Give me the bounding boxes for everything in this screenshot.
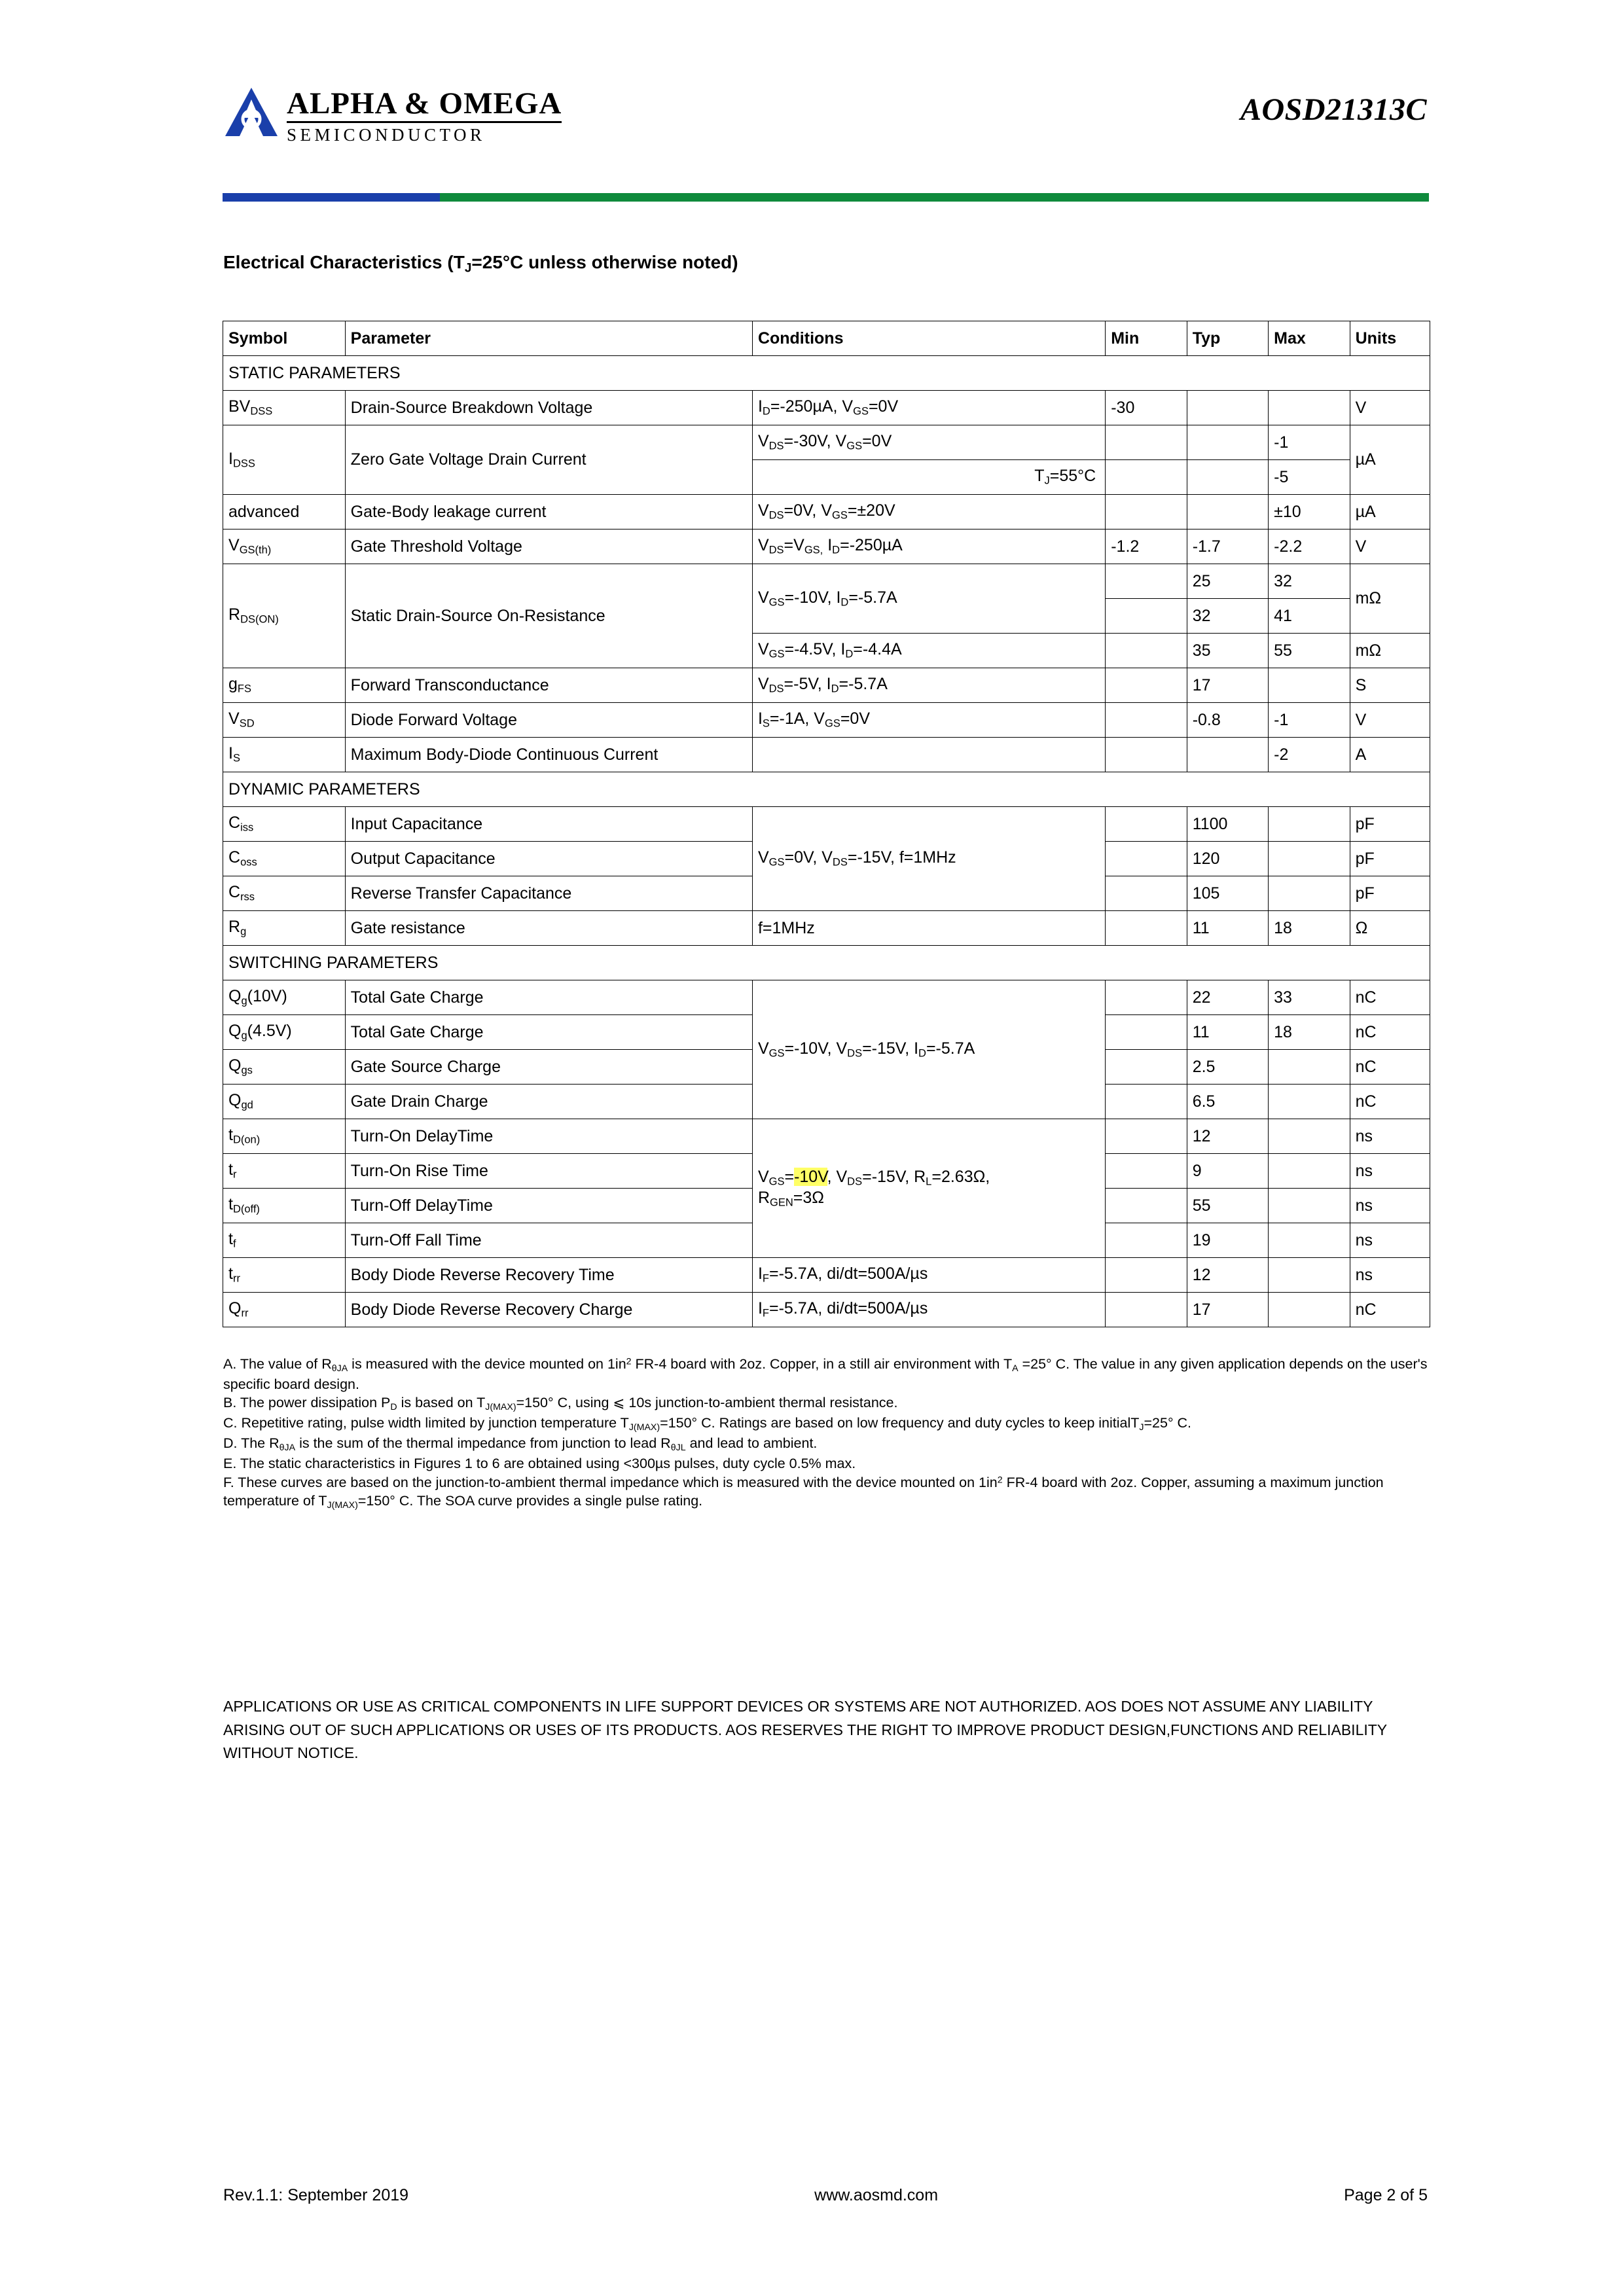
table-row — [223, 1119, 1430, 1154]
cell-max: ±10 — [1269, 495, 1350, 529]
footnote-item: C. Repetitive rating, pulse width limited by junction temperature $T_{J(MAX)}=150^\circ$ C. Ratings are based on low frequency and duty cycles to keep initialT$_J$=25° C. — [223, 1415, 1192, 1433]
logo-divider — [287, 121, 562, 123]
cell-units: pF — [1350, 807, 1430, 842]
cell-parameter: Turn-Off Fall Time — [345, 1223, 752, 1258]
footnote-item: B. The power dissipation $P_D$ is based on $T_{J(MAX)}=150^\circ$ C, using ⩽ 10s junction-to-ambient thermal resistance. — [223, 1395, 898, 1413]
cell-units: V — [1350, 703, 1430, 738]
cell-min — [1106, 1293, 1187, 1327]
cell-conditions: $V_{DS}=V_{GS,}$ $I_D=-250\mu A$ — [752, 529, 1105, 564]
cell-max — [1269, 668, 1350, 703]
cell-units: mΩ — [1350, 564, 1430, 634]
cell-typ: 105 — [1187, 876, 1268, 911]
cell-symbol: $Q_{gs}$ — [223, 1050, 346, 1085]
cell-symbol: $Q_{gd}$ — [223, 1085, 346, 1119]
cell-units: ns — [1350, 1223, 1430, 1258]
footnotes — [223, 1355, 1428, 1512]
cell-conditions: $T_J=55^\circ C$ — [752, 460, 1105, 495]
cell-parameter: Gate-Body leakage current — [345, 495, 752, 529]
footnote-item: D. The $R_{\theta JA}$ is the sum of the thermal impedance from junction to lead $R_{\theta JL}$ and lead to ambient. — [223, 1435, 818, 1454]
cell-parameter: Forward Transconductance — [345, 668, 752, 703]
cell-units: V — [1350, 391, 1430, 425]
section-title-suffix: =25°C unless otherwise noted) — [471, 252, 738, 272]
cell-units: ns — [1350, 1119, 1430, 1154]
cell-units: ns — [1350, 1258, 1430, 1293]
cell-typ — [1187, 391, 1268, 425]
cell-min — [1106, 911, 1187, 946]
cell-conditions: $V_{DS}=-30V$, $V_{GS}=0V$ — [752, 425, 1105, 460]
cell-units: nC — [1350, 1050, 1430, 1085]
cell-typ: 1100 — [1187, 807, 1268, 842]
cell-typ: 25 — [1187, 564, 1268, 599]
cell-max: 18 — [1269, 1015, 1350, 1050]
table-row — [223, 807, 1430, 842]
cell-min — [1106, 876, 1187, 911]
cell-parameter: Gate Source Charge — [345, 1050, 752, 1085]
company-name: ALPHA & OMEGA — [287, 86, 562, 120]
table-body — [223, 356, 1430, 1327]
page-header — [223, 85, 1427, 157]
cell-conditions: $I_S=-1A$, $V_{GS}=0V$ — [752, 703, 1105, 738]
cell-parameter: Total Gate Charge — [345, 1015, 752, 1050]
rule-segment-green — [440, 193, 1429, 202]
cell-conditions: $V_{GS}=-10V$, $V_{DS}=-15V$, $R_L=2.63\Omega$, $R_{GEN}=3\Omega$ — [752, 1119, 1105, 1258]
cell-conditions — [752, 738, 1105, 772]
cell-symbol: $I_S$ — [223, 738, 346, 772]
cell-parameter: Input Capacitance — [345, 807, 752, 842]
cell-units: ns — [1350, 1154, 1430, 1189]
cell-typ — [1187, 425, 1268, 460]
cell-parameter: Static Drain-Source On-Resistance — [345, 564, 752, 668]
page-footer — [223, 2186, 1428, 2205]
cell-min — [1106, 668, 1187, 703]
cell-typ: -1.7 — [1187, 529, 1268, 564]
col-units: Units — [1350, 321, 1430, 356]
cell-typ: 17 — [1187, 668, 1268, 703]
table-row — [223, 738, 1430, 772]
cell-parameter: Gate Drain Charge — [345, 1085, 752, 1119]
table-header-row — [223, 321, 1430, 356]
cell-min — [1106, 842, 1187, 876]
cell-max: -2.2 — [1269, 529, 1350, 564]
cell-typ — [1187, 495, 1268, 529]
cell-typ: 12 — [1187, 1258, 1268, 1293]
cell-typ: 11 — [1187, 911, 1268, 946]
cell-symbol: $g_{FS}$ — [223, 668, 346, 703]
cell-conditions: $I_F=-5.7A$, di/dt=500A/µs — [752, 1258, 1105, 1293]
col-symbol: Symbol — [223, 321, 346, 356]
table-group-header — [223, 946, 1430, 980]
cell-symbol: $C_{rss}$ — [223, 876, 346, 911]
footnote-item: E. The static characteristics in Figures 1 to 6 are obtained using <300µs pulses, duty cycle 0.5% max. — [223, 1455, 856, 1471]
cell-min — [1106, 1085, 1187, 1119]
cell-typ: 2.5 — [1187, 1050, 1268, 1085]
group-title: DYNAMIC PARAMETERS — [223, 772, 1430, 807]
cell-parameter: Turn-Off DelayTime — [345, 1189, 752, 1223]
cell-max: 41 — [1269, 599, 1350, 634]
header-rule — [223, 193, 1429, 202]
cell-min — [1106, 703, 1187, 738]
cell-typ — [1187, 460, 1268, 495]
cell-symbol: $R_{DS(ON)}$ — [223, 564, 346, 668]
cell-min — [1106, 1223, 1187, 1258]
cell-parameter: Body Diode Reverse Recovery Charge — [345, 1293, 752, 1327]
cell-symbol: $Q_g(4.5V)$ — [223, 1015, 346, 1050]
cell-units: nC — [1350, 1293, 1430, 1327]
cell-units: µA — [1350, 495, 1430, 529]
cell-min: -30 — [1106, 391, 1187, 425]
cell-max: -1 — [1269, 703, 1350, 738]
cell-typ: 6.5 — [1187, 1085, 1268, 1119]
cell-conditions: $I_F=-5.7A$, di/dt=500A/µs — [752, 1293, 1105, 1327]
group-title: STATIC PARAMETERS — [223, 356, 1430, 391]
cell-max: -1 — [1269, 425, 1350, 460]
cell-conditions: $V_{GS}=-10V$, $V_{DS}=-15V$, $I_D=-5.7A$ — [752, 980, 1105, 1119]
footnote-item: F. These curves are based on the junction-to-ambient thermal impedance which is measured with the device mounted on $1in^2$ FR-4 board with 2oz. Copper, assuming a maximum junction temperature of $T_{J(MAX)}=150^\circ$ C. The SOA curve provides a single pulse rating. — [223, 1474, 1384, 1511]
cell-parameter: Zero Gate Voltage Drain Current — [345, 425, 752, 495]
cell-typ: 120 — [1187, 842, 1268, 876]
cell-symbol: $R_g$ — [223, 911, 346, 946]
cell-typ: 35 — [1187, 634, 1268, 668]
cell-units: nC — [1350, 980, 1430, 1015]
part-number: AOSD21313C — [1240, 92, 1427, 127]
cell-typ: 17 — [1187, 1293, 1268, 1327]
cell-min — [1106, 1015, 1187, 1050]
cell-symbol: $I_{DSS}$ — [223, 425, 346, 495]
cell-parameter: Turn-On Rise Time — [345, 1154, 752, 1189]
company-logo — [223, 85, 562, 145]
cell-symbol: advanced — [223, 495, 346, 529]
footer-revision: Rev.1.1: September 2019 — [223, 2186, 409, 2204]
cell-units: V — [1350, 529, 1430, 564]
cell-min — [1106, 738, 1187, 772]
cell-units: ns — [1350, 1189, 1430, 1223]
cell-conditions: $V_{DS}=0V$, $V_{GS}=\pm 20V$ — [752, 495, 1105, 529]
table-row — [223, 391, 1430, 425]
table-row — [223, 564, 1430, 599]
cell-conditions: $V_{GS}=-10V$, $I_D=-5.7A$ — [752, 564, 1105, 634]
footnote-item: A. The value of $R_{\theta JA}$ is measured with the device mounted on $1in^2$ FR-4 board with 2oz. Copper, in a still air environment with $T_A =25^\circ$ C. The value in any given application depends on the user's specific board design. — [223, 1356, 1428, 1392]
cell-min — [1106, 1258, 1187, 1293]
table-row — [223, 911, 1430, 946]
footer-website[interactable]: www.aosmd.com — [814, 2186, 939, 2204]
cell-typ: 11 — [1187, 1015, 1268, 1050]
col-min: Min — [1106, 321, 1187, 356]
cell-parameter: Gate Threshold Voltage — [345, 529, 752, 564]
cell-conditions: f=1MHz — [752, 911, 1105, 946]
cell-parameter: Output Capacitance — [345, 842, 752, 876]
cell-typ: 22 — [1187, 980, 1268, 1015]
rule-segment-blue — [223, 193, 440, 202]
table-row — [223, 980, 1430, 1015]
table-row — [223, 1293, 1430, 1327]
cell-symbol: $Q_{rr}$ — [223, 1293, 346, 1327]
cell-max — [1269, 1223, 1350, 1258]
cell-min — [1106, 1119, 1187, 1154]
cell-units: S — [1350, 668, 1430, 703]
cell-max: 32 — [1269, 564, 1350, 599]
cell-max: 55 — [1269, 634, 1350, 668]
cell-typ: 55 — [1187, 1189, 1268, 1223]
cell-max — [1269, 807, 1350, 842]
cell-typ: 9 — [1187, 1154, 1268, 1189]
cell-min — [1106, 634, 1187, 668]
cell-units: nC — [1350, 1085, 1430, 1119]
cell-min — [1106, 1050, 1187, 1085]
table-row — [223, 1258, 1430, 1293]
disclaimer-text: APPLICATIONS OR USE AS CRITICAL COMPONENTS IN LIFE SUPPORT DEVICES OR SYSTEMS ARE NOT AUTHORIZED. AOS DOES NOT ASSUME ANY LIABILITY ARISING OUT OF SUCH APPLICATIONS OR USES OF ITS PRODUCTS. AOS RESERVES THE RIGHT TO IMPROVE PRODUCT DESIGN,FUNCTIONS AND RELIABILITY WITHOUT NOTICE. — [223, 1698, 1387, 1762]
section-title-sub: J — [464, 261, 472, 276]
cell-conditions: $V_{GS}=0V$, $V_{DS}=-15V$, f=1MHz — [752, 807, 1105, 911]
col-typ: Typ — [1187, 321, 1268, 356]
cell-typ — [1187, 738, 1268, 772]
cell-units: nC — [1350, 1015, 1430, 1050]
cell-symbol: $V_{SD}$ — [223, 703, 346, 738]
cell-min — [1106, 807, 1187, 842]
cell-max — [1269, 1119, 1350, 1154]
cell-max: -2 — [1269, 738, 1350, 772]
cell-max — [1269, 391, 1350, 425]
cell-max: 18 — [1269, 911, 1350, 946]
cell-typ: 12 — [1187, 1119, 1268, 1154]
cell-min — [1106, 980, 1187, 1015]
section-title — [223, 252, 738, 276]
cell-max — [1269, 842, 1350, 876]
cell-parameter: Total Gate Charge — [345, 980, 752, 1015]
table-group-header — [223, 772, 1430, 807]
cell-units: Ω — [1350, 911, 1430, 946]
col-parameter: Parameter — [345, 321, 752, 356]
cell-symbol: $V_{GS(th)}$ — [223, 529, 346, 564]
cell-symbol: $C_{oss}$ — [223, 842, 346, 876]
col-conditions: Conditions — [752, 321, 1105, 356]
cell-typ: 19 — [1187, 1223, 1268, 1258]
cell-min — [1106, 599, 1187, 634]
cell-symbol: $Q_g(10V)$ — [223, 980, 346, 1015]
cell-conditions: $V_{GS}=-4.5V$, $I_D=-4.4A$ — [752, 634, 1105, 668]
cell-max — [1269, 1050, 1350, 1085]
cell-max — [1269, 1085, 1350, 1119]
table-row — [223, 425, 1430, 460]
cell-min: -1.2 — [1106, 529, 1187, 564]
cell-symbol: $t_f$ — [223, 1223, 346, 1258]
cell-typ: -0.8 — [1187, 703, 1268, 738]
cell-parameter: Reverse Transfer Capacitance — [345, 876, 752, 911]
cell-symbol: $t_{rr}$ — [223, 1258, 346, 1293]
cell-parameter: Drain-Source Breakdown Voltage — [345, 391, 752, 425]
cell-symbol: $t_{D(on)}$ — [223, 1119, 346, 1154]
cell-units: pF — [1350, 842, 1430, 876]
cell-min — [1106, 495, 1187, 529]
cell-max: -5 — [1269, 460, 1350, 495]
cell-symbol: $C_{iss}$ — [223, 807, 346, 842]
cell-min — [1106, 1154, 1187, 1189]
cell-min — [1106, 425, 1187, 460]
cell-symbol: $t_{D(off)}$ — [223, 1189, 346, 1223]
cell-units: A — [1350, 738, 1430, 772]
cell-units: pF — [1350, 876, 1430, 911]
footer-page-number: Page 2 of 5 — [1344, 2186, 1428, 2204]
cell-units: mΩ — [1350, 634, 1430, 668]
col-max: Max — [1269, 321, 1350, 356]
cell-parameter: Gate resistance — [345, 911, 752, 946]
table-header — [223, 321, 1430, 356]
cell-min — [1106, 564, 1187, 599]
table-row — [223, 703, 1430, 738]
table-group-header — [223, 356, 1430, 391]
cell-parameter: Maximum Body-Diode Continuous Current — [345, 738, 752, 772]
cell-units: µA — [1350, 425, 1430, 495]
cell-symbol: $BV_{DSS}$ — [223, 391, 346, 425]
cell-max: 33 — [1269, 980, 1350, 1015]
cell-typ: 32 — [1187, 599, 1268, 634]
cell-max — [1269, 1189, 1350, 1223]
table-row — [223, 668, 1430, 703]
cell-min — [1106, 1189, 1187, 1223]
electrical-characteristics-table — [223, 321, 1430, 1327]
cell-parameter: Body Diode Reverse Recovery Time — [345, 1258, 752, 1293]
section-title-prefix: Electrical Characteristics (T — [223, 252, 465, 272]
group-title: SWITCHING PARAMETERS — [223, 946, 1430, 980]
alpha-omega-logo-icon — [223, 85, 281, 139]
cell-symbol: $t_r$ — [223, 1154, 346, 1189]
table-row — [223, 529, 1430, 564]
cell-parameter: Diode Forward Voltage — [345, 703, 752, 738]
cell-max — [1269, 876, 1350, 911]
cell-max — [1269, 1154, 1350, 1189]
cell-conditions: $I_D=-250\mu A$, $V_{GS}=0V$ — [752, 391, 1105, 425]
cell-max — [1269, 1258, 1350, 1293]
cell-parameter: Turn-On DelayTime — [345, 1119, 752, 1154]
company-subtitle: SEMICONDUCTOR — [287, 125, 486, 145]
table-row — [223, 495, 1430, 529]
cell-max — [1269, 1293, 1350, 1327]
cell-conditions: $V_{DS}=-5V$, $I_D=-5.7A$ — [752, 668, 1105, 703]
cell-min — [1106, 460, 1187, 495]
